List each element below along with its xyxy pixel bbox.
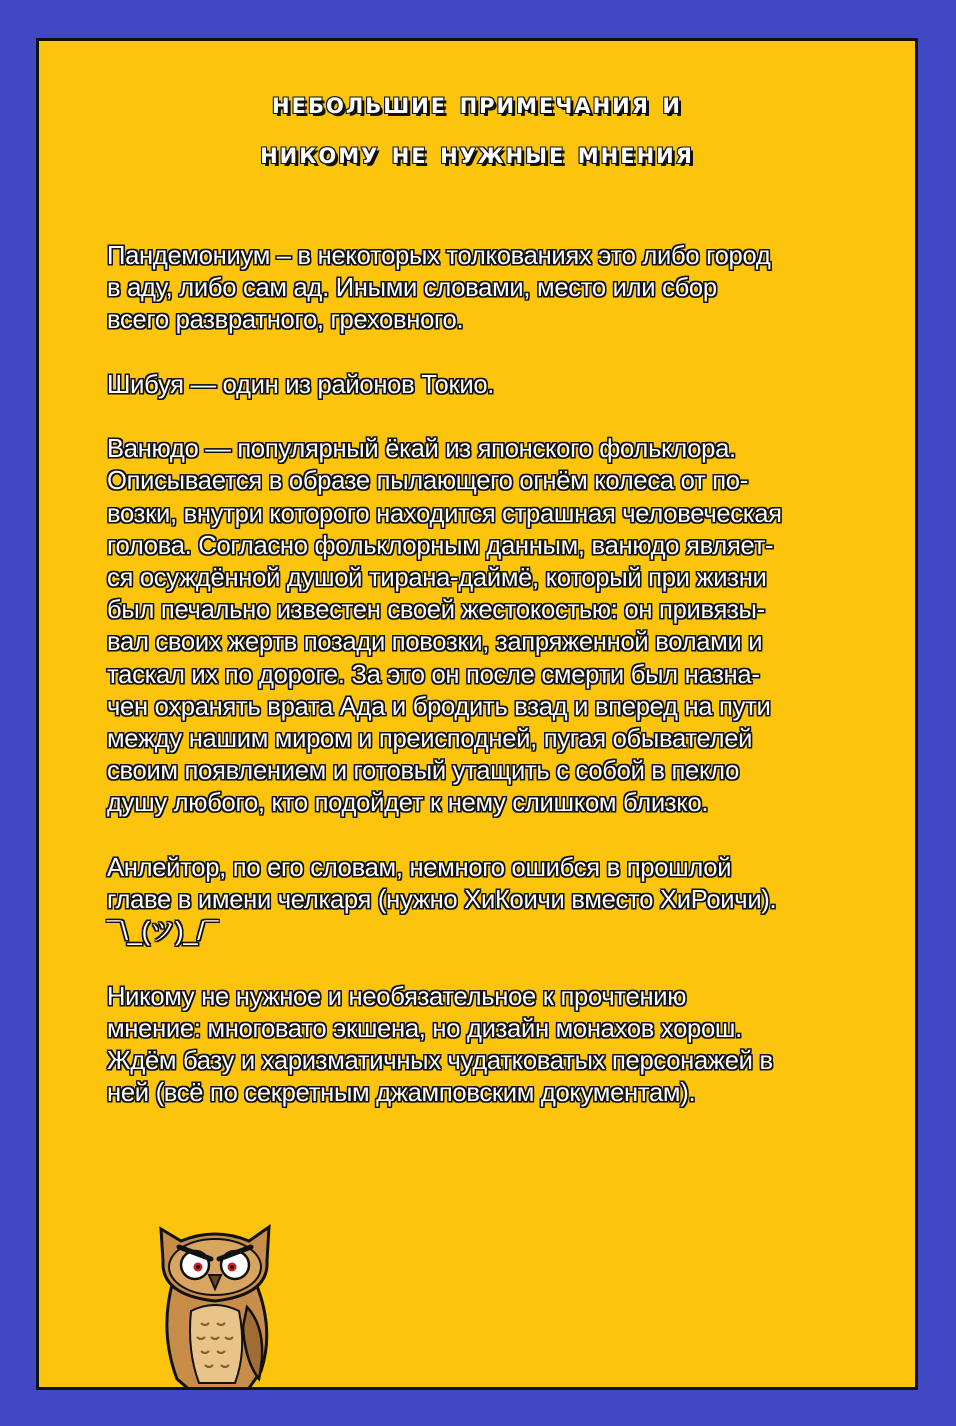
note-line: Ждём базу и харизматичных чудатковатых персонажей в xyxy=(107,1047,773,1076)
note-line: ся осуждённой душой тирана-даймё, который при жизни xyxy=(107,564,767,592)
note-line: Пандемониум – в некоторых толкованиях это либо город xyxy=(107,242,771,270)
owl-mascot-icon xyxy=(151,1211,281,1390)
note-line: Ванюдо — популярный ёкай из японского фольклора. xyxy=(107,435,736,464)
note-line: вал своих жертв позади повозки, запряженной волами и xyxy=(107,628,763,657)
note-line: был печально известен своей жестокостью: он привязы- xyxy=(107,596,765,625)
note-pandemonium xyxy=(107,240,897,337)
page-title xyxy=(39,79,915,179)
notes-panel xyxy=(36,38,918,1390)
note-translator xyxy=(107,852,897,949)
title-line-1: небольшие примечания и xyxy=(272,86,682,121)
note-line: возки, внутри которого находится страшная человеческая xyxy=(107,499,782,528)
notes-body xyxy=(107,240,897,1142)
note-line: ней (всё по секретным джамповским документам). xyxy=(107,1079,696,1108)
note-line: своим появлением и готовый утащить с собой в пекло xyxy=(107,757,740,786)
note-line: таскал их по дороге. За это он после смерти был назна- xyxy=(107,660,760,689)
note-line: Описывается в образе пылающего огнём колеса от по- xyxy=(107,467,748,496)
note-wanyudo xyxy=(107,433,897,819)
note-line: в аду, либо сам ад. Иными словами, место или сбор xyxy=(107,274,717,303)
note-line: чен охранять врата Ада и бродить взад и вперед на пути xyxy=(107,692,771,721)
note-shibuya xyxy=(107,369,897,401)
note-line: между нашим миром и преисподней, пугая обывателей xyxy=(107,725,753,754)
note-shrug: ¯\_(ツ)_/¯ xyxy=(107,918,218,947)
note-line: мнение: многовато экшена, но дизайн монахов хорош. xyxy=(107,1014,742,1043)
note-opinion xyxy=(107,981,897,1110)
note-line: голова. Согласно фольклорным данным, ванюдо являет- xyxy=(107,531,774,560)
note-line: Шибуя — один из районов Токио. xyxy=(107,370,495,399)
note-line: душу любого, кто подойдет к нему слишком близко. xyxy=(107,789,709,818)
note-line: главе в имени челкаря (нужно ХиКоичи вместо ХиРоичи). xyxy=(107,886,777,915)
note-line: Анлейтор, по его словам, немного ошибся в прошлой xyxy=(107,853,732,882)
title-line-2: никому не нужные мнения xyxy=(260,136,694,171)
note-line: Никому не нужное и необязательное к прочтению xyxy=(107,982,687,1011)
note-line: всего развратного, греховного. xyxy=(107,306,464,335)
